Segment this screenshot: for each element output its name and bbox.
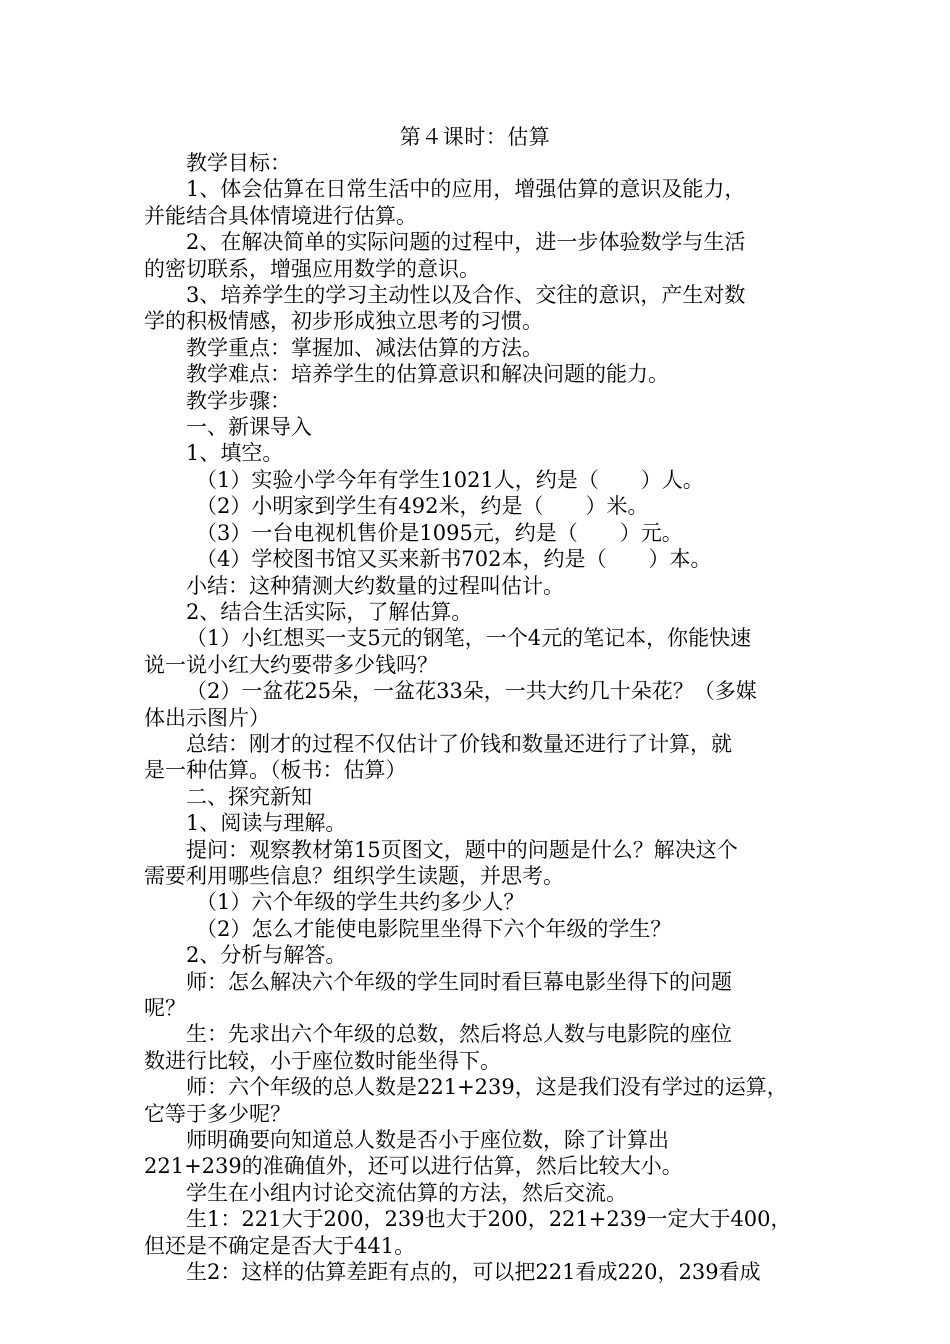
section-heading: 二、探究新知 [186,784,312,809]
text-line: 221+239的准确值外，还可以进行估算，然后比较大小。 [144,1154,683,1179]
text-line: 数进行比较，小于座位数时能坐得下。 [144,1048,501,1073]
text-line: 但还是不确定是否大于441。 [144,1233,416,1258]
text-line: 教学重点：掌握加、减法估算的方法。 [186,335,543,360]
text-line: 总结：刚才的过程不仅估计了价钱和数量还进行了计算，就 [186,731,732,756]
text-line: 是一种估算。（板书：估算） [144,758,407,783]
text-line: 教学步骤： [186,388,291,413]
text-line: （4）学校图书馆又买来新书702本，约是（ ）本。 [196,547,712,572]
text-line: 的密切联系，增强应用数学的意识。 [144,256,480,281]
text-line: 2、分析与解答。 [186,943,347,968]
text-line: 2、在解决简单的实际问题的过程中，进一步体验数学与生活 [186,230,746,255]
text-line: 2、结合生活实际，了解估算。 [186,599,473,624]
text-line: （1）六个年级的学生共约多少人？ [196,890,525,915]
section-heading: 一、新课导入 [186,415,312,440]
text-line: 需要利用哪些信息？组织学生读题，并思考。 [144,863,564,888]
text-line: 生：先求出六个年级的总数，然后将总人数与电影院的座位 [186,1022,732,1047]
text-line: 教学难点：培养学生的估算意识和解决问题的能力。 [186,362,669,387]
text-line: 学生在小组内讨论交流估算的方法，然后交流。 [186,1180,627,1205]
text-line: 师：怎么解决六个年级的学生同时看巨幕电影坐得下的问题 [186,969,732,994]
document-body [144,150,810,1285]
text-line: （2）一盆花25朵，一盆花33朵，一共大约几十朵花？（多媒 [186,679,757,704]
text-line: 并能结合具体情境进行估算。 [144,203,417,228]
text-line: （2）小明家到学生有492米，约是（ ）米。 [196,494,649,519]
text-line: 生2：这样的估算差距有点的，可以把221看成220，239看成 [186,1260,761,1285]
text-line: 呢？ [144,996,186,1020]
text-line: 说一说小红大约要带多少钱吗？ [144,652,438,677]
text-line: 1、填空。 [186,441,284,466]
text-line: （2）怎么才能使电影院里坐得下六个年级的学生？ [196,916,672,941]
text-line: 体出示图片） [144,705,270,730]
text-line: 它等于多少呢？ [144,1101,291,1126]
text-line: （3）一台电视机售价是1095元，约是（ ）元。 [196,520,683,545]
text-line: 师明确要向知道总人数是否小于座位数，除了计算出 [186,1128,669,1153]
text-line: 学的积极情感，初步形成独立思考的习惯。 [144,309,543,334]
text-line: （1）实验小学今年有学生1021人，约是（ ）人。 [196,467,704,492]
text-line: 1、体会估算在日常生活中的应用，增强估算的意识及能力， [186,177,746,202]
text-line: 师：六个年级的总人数是221+239，这是我们没有学过的运算， [186,1075,788,1100]
text-line: （1）小红想买一支5元的钢笔，一个4元的笔记本，你能快速 [186,626,752,651]
text-line: 3、培养学生的学习主动性以及合作、交往的意识，产生对数 [186,283,746,308]
lesson-title: 第４课时：估算 [399,125,551,149]
text-line: 提问：观察教材第15页图文，题中的问题是什么？解决这个 [186,837,738,862]
text-line: 生1：221大于200，239也大于200，221+239一定大于400， [186,1207,792,1232]
text-line: 教学目标： [186,151,291,175]
text-line: 小结：这种猜测大约数量的过程叫估计。 [186,573,564,598]
text-line: 1、阅读与理解。 [186,811,347,836]
